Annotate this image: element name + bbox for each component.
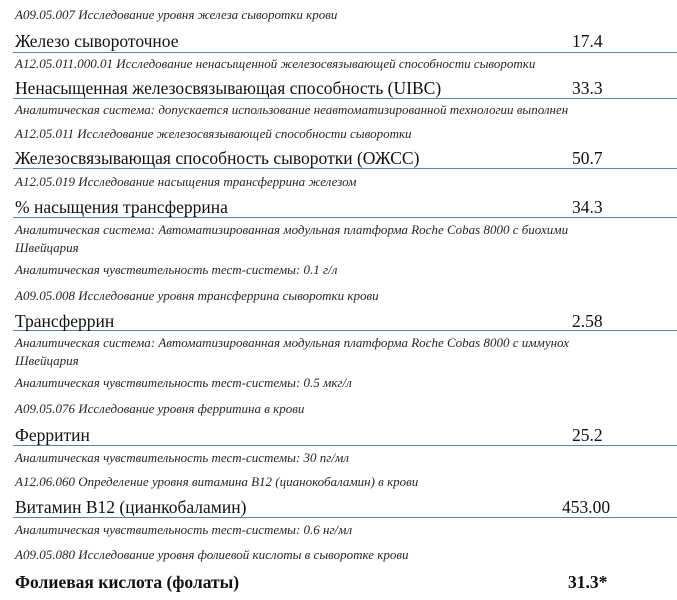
test-code-ferritin: A09.05.076 Исследование уровня ферритина в крови [15, 401, 305, 416]
test-code-folate: A09.05.080 Исследование уровня фолиевой кислоты в сыворотке крови [15, 547, 409, 562]
result-value-uibc: 33.3 [572, 78, 603, 98]
test-code-transferrin: A09.05.008 Исследование уровня трансферрина сыворотки крови [15, 288, 379, 303]
analytical-sensitivity-note: Аналитическая чувствительность тест-системы: 30 пг/мл [15, 450, 349, 465]
row-separator [13, 52, 677, 53]
row-separator [13, 98, 677, 99]
row-separator [13, 168, 677, 169]
analytical-system-note-cont: Швейцария [15, 353, 79, 368]
test-code-vitamin-b12: A12.06.060 Определение уровня витамина B12 (цианокобаламин) в крови [15, 474, 419, 489]
row-separator [13, 445, 677, 446]
result-name-transferrin: Трансферрин [15, 311, 115, 331]
analytical-system-note: Аналитическая система: Автоматизированная модульная платформа Roche Cobas 8000 с иммунох [15, 335, 570, 350]
result-name-uibc: Ненасыщенная железосвязывающая способность (UIBC) [15, 78, 442, 98]
analytical-sensitivity-note: Аналитическая чувствительность тест-системы: 0.5 мкг/л [15, 375, 352, 390]
result-name-transferrin-saturation: % насыщения трансферрина [15, 197, 228, 217]
analytical-system-note: Аналитическая система: Автоматизированная модульная платформа Roche Cobas 8000 с биохими [15, 222, 569, 237]
result-value-ferritin: 25.2 [572, 425, 603, 445]
row-separator [13, 217, 677, 218]
row-separator [13, 517, 677, 518]
test-code-uibc: A12.05.011.000.01 Исследование ненасыщенной железосвязывающей способности сыворотки [15, 56, 536, 71]
result-value-iron: 17.4 [572, 31, 603, 51]
result-name-ferritin: Ферритин [15, 425, 90, 445]
result-name-tibc: Железосвязывающая способность сыворотки (ОЖСС) [15, 148, 420, 168]
analytical-sensitivity-note: Аналитическая чувствительность тест-системы: 0.1 г/л [15, 262, 338, 277]
analytical-sensitivity-note: Аналитическая чувствительность тест-системы: 0.6 нг/мл [15, 522, 353, 537]
analytical-system-note: Аналитическая система: допускается использование неавтоматизированной технологии выполнен [15, 102, 569, 117]
result-value-transferrin: 2.58 [572, 311, 603, 331]
result-name-folate: Фолиевая кислота (фолаты) [15, 572, 240, 592]
result-name-iron: Железо сывороточное [15, 31, 179, 51]
test-code-transferrin-saturation: A12.05.019 Исследование насыщения трансферрина железом [15, 174, 357, 189]
analytical-system-note-cont: Швейцария [15, 240, 79, 255]
result-value-tibc: 50.7 [572, 148, 603, 168]
test-code-iron: A09.05.007 Исследование уровня железа сыворотки крови [15, 7, 338, 22]
result-value-folate: 31.3* [568, 572, 608, 592]
result-value-vitamin-b12: 453.00 [562, 497, 611, 517]
result-value-transferrin-saturation: 34.3 [572, 197, 603, 217]
result-name-vitamin-b12: Витамин B12 (цианкобаламин) [15, 497, 247, 517]
test-code-tibc: A12.05.011 Исследование железосвязывающей способности сыворотки [15, 126, 412, 141]
